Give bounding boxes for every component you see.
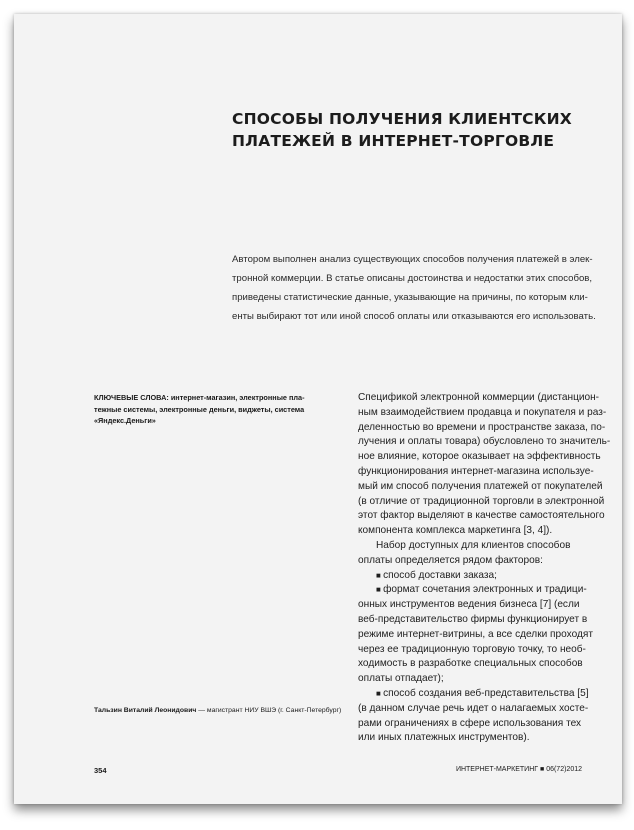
body-line: (в отличие от традиционной торговли в электронной bbox=[358, 495, 605, 507]
body-line: Спецификой электронной коммерции (дистанцион- bbox=[358, 392, 600, 403]
body-line: режиме интернет-витрины, а все сделки проходят bbox=[358, 628, 593, 640]
keywords-line: тежные системы, электронные деньги, виджеты, система bbox=[94, 404, 305, 414]
abstract-line: тронной коммерции. В статье описаны достоинства и недостатки этих способов, bbox=[232, 273, 593, 284]
abstract-line: Автором выполнен анализ существующих способов получения платежей в элек- bbox=[232, 254, 593, 265]
bullet-item: ■ формат сочетания электронных и традици- bbox=[358, 583, 608, 598]
keywords-line: КЛЮЧЕВЫЕ СЛОВА: интернет-магазин, электронные пла- bbox=[94, 393, 305, 402]
body-line: деленностью во времени и пространстве заказа, по- bbox=[358, 421, 606, 433]
square-bullet-icon: ■ bbox=[540, 766, 545, 773]
body-line: рами ограничениях в сфере использования тех bbox=[358, 717, 582, 729]
body-line: оплаты определяется рядом факторов: bbox=[358, 554, 543, 566]
article-title bbox=[232, 108, 592, 152]
keywords-line: «Яндекс.Деньги» bbox=[94, 416, 156, 425]
body-line: ходимость в разработке специальных способов bbox=[358, 658, 583, 670]
author-info bbox=[94, 707, 354, 714]
body-line: функционирования интернет-магазина используе- bbox=[358, 465, 594, 477]
author-name: Тальзин Виталий Леонидович bbox=[94, 707, 197, 714]
body-line: Набор доступных для клиентов способов bbox=[376, 539, 571, 551]
article-abstract bbox=[232, 250, 604, 326]
document-page bbox=[14, 14, 622, 804]
article-title-line: ПЛАТЕЖЕЙ В ИНТЕРНЕТ-ТОРГОВЛЕ bbox=[232, 132, 555, 150]
body-line: веб-представительство фирмы функционирует в bbox=[358, 613, 588, 625]
body-line: лучения и оплаты товара) обусловлено то значитель- bbox=[358, 436, 611, 448]
bullet-item: ■ способ доставки заказа; bbox=[358, 569, 608, 584]
body-line: (в данном случае речь идет о налагаемых хосте- bbox=[358, 702, 589, 714]
body-line: ным взаимодействием продавца и покупателя и раз- bbox=[358, 406, 607, 418]
bullet-item: ■ способ создания веб-представительства [5] bbox=[358, 687, 608, 702]
journal-issue: 06(72)2012 bbox=[546, 766, 582, 773]
author-description: — магистрант НИУ ВШЭ (г. Санкт-Петербург) bbox=[196, 707, 342, 714]
body-line: через ее традиционную торговую точку, то необ- bbox=[358, 643, 586, 655]
article-body bbox=[358, 391, 611, 746]
abstract-line: приведены статистические данные, указывающие на причины, по которым кли- bbox=[232, 292, 588, 303]
body-line: оплаты отпадает); bbox=[358, 673, 444, 685]
body-line: мый им способ получения платежей от покупателей bbox=[358, 480, 603, 492]
body-line: этот фактор выделяют в качестве самостоятельного bbox=[358, 510, 605, 522]
body-line: ное влияние, которое оказывает на эффективность bbox=[358, 451, 601, 463]
article-title-line: СПОСОБЫ ПОЛУЧЕНИЯ КЛИЕНТСКИХ bbox=[232, 110, 572, 128]
page-number: 354 bbox=[94, 766, 107, 775]
journal-name: ИНТЕРНЕТ-МАРКЕТИНГ bbox=[455, 766, 539, 773]
body-line: компонента комплекса маркетинга [3, 4]). bbox=[358, 525, 553, 537]
body-line: или иных платежных инструментов). bbox=[358, 732, 530, 744]
abstract-line: енты выбирают тот или иной способ оплаты или отказываются его использовать. bbox=[232, 311, 596, 322]
journal-footer bbox=[456, 766, 582, 773]
keywords-block bbox=[94, 392, 334, 427]
body-line: онных инструментов ведения бизнеса [7] (если bbox=[358, 599, 580, 611]
